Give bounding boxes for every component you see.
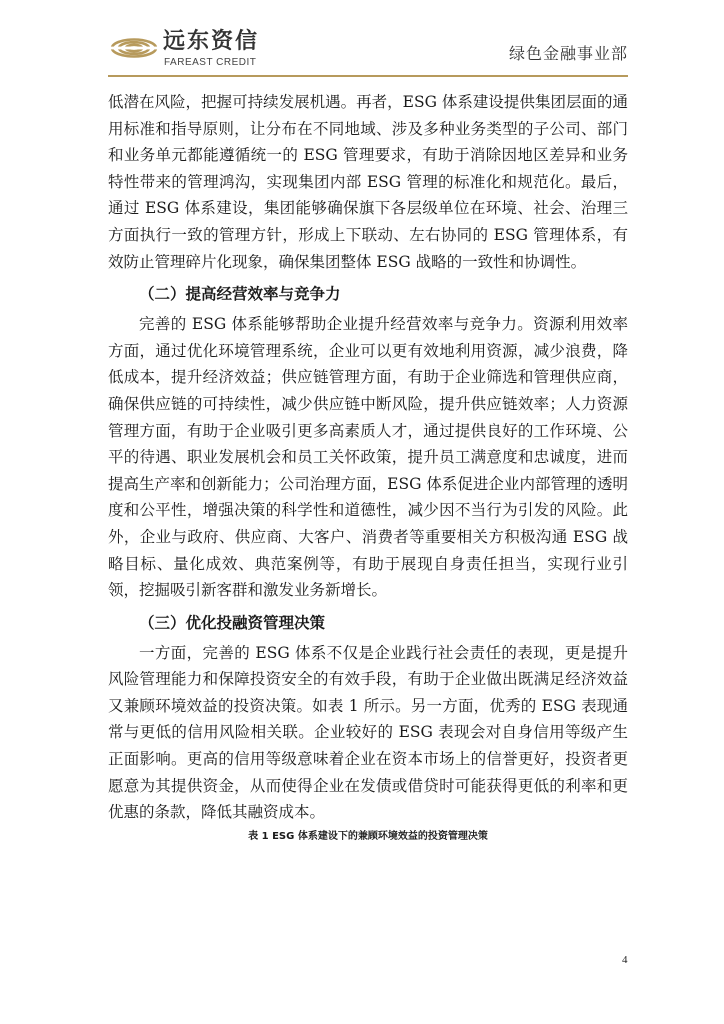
table-caption: 表 1 ESG 体系建设下的兼顾环境效益的投资管理决策 (248, 830, 488, 842)
section-heading-efficiency: （二）提高经营效率与竞争力 (139, 285, 341, 304)
fareast-credit-logo-icon (110, 28, 158, 68)
investment-paragraph: 一方面，完善的 ESG 体系不仅是企业践行社会责任的表现，更是提升风险管理能力和保障投资安全的有效手段，有助于企业做出既满足经济效益又兼顾环境效益的投资决策。如表 1 所示。另一方面，优秀的 ESG 表现通常与更低的信用风险相关联。企业较好的 ESG 表现会对自身信用等级产生正面影响。更高的信用等级意味着企业在资本市场上的信誉更好，投资者更愿意为其提供资金，从而使得企业在发债或借贷时可能获得更低的利率和更优惠的条款，降低其融资成本。 (108, 643, 628, 822)
header-divider (108, 75, 628, 77)
department-title: 绿色金融事业部 (508, 44, 628, 63)
section-heading-investment: （三）优化投融资管理决策 (139, 613, 326, 632)
page-number: 4 (622, 954, 628, 966)
page-header (0, 0, 724, 80)
brand-name-en: FAREAST CREDIT (164, 57, 257, 68)
efficiency-paragraph: 完善的 ESG 体系能够帮助企业提升经营效率与竞争力。资源利用效率方面，通过优化环境管理系统，企业可以更有效地利用资源，减少浪费，降低成本，提升经济效益；供应链管理方面，有助于企业筛选和管理供应商，确保供应链的可持续性，减少供应链中断风险，提升供应链效率；人力资源管理方面，有助于企业吸引更多高素质人才，通过提供良好的工作环境、公平的待遇、职业发展机会和员工关怀政策，提升员工满意度和忠诚度，进而提高生产率和创新能力；公司治理方面，ESG 体系促进企业内部管理的透明度和公平性，增强决策的科学性和道德性，减少因不当行为引发的风险。此外，企业与政府、供应商、大客户、消费者等重要相关方积极沟通 ESG 战略目标、量化成效、典范案例等，有助于展现自身责任担当，实现行业引领，挖掘吸引新客群和激发业务新增长。 (108, 315, 628, 600)
document-body (108, 89, 628, 845)
brand-name-cn: 远东资信 (163, 29, 260, 54)
intro-paragraph: 低潜在风险，把握可持续发展机遇。再者，ESG 体系建设提供集团层面的通用标准和指导原则，让分布在不同地域、涉及多种业务类型的子公司、部门和业务单元都能遵循统一的 ESG 管理要求，有助于消除因地区差异和业务特性带来的管理鸿沟，实现集团内部 ESG 管理的标准化和规范化。最后，通过 ESG 体系建设，集团能够确保旗下各层级单位在环境、社会、治理三方面执行一致的管理方针，形成上下联动、左右协同的 ESG 管理体系，有效防止管理碎片化现象，确保集团整体 ESG 战略的一致性和协调性。 (108, 93, 628, 271)
